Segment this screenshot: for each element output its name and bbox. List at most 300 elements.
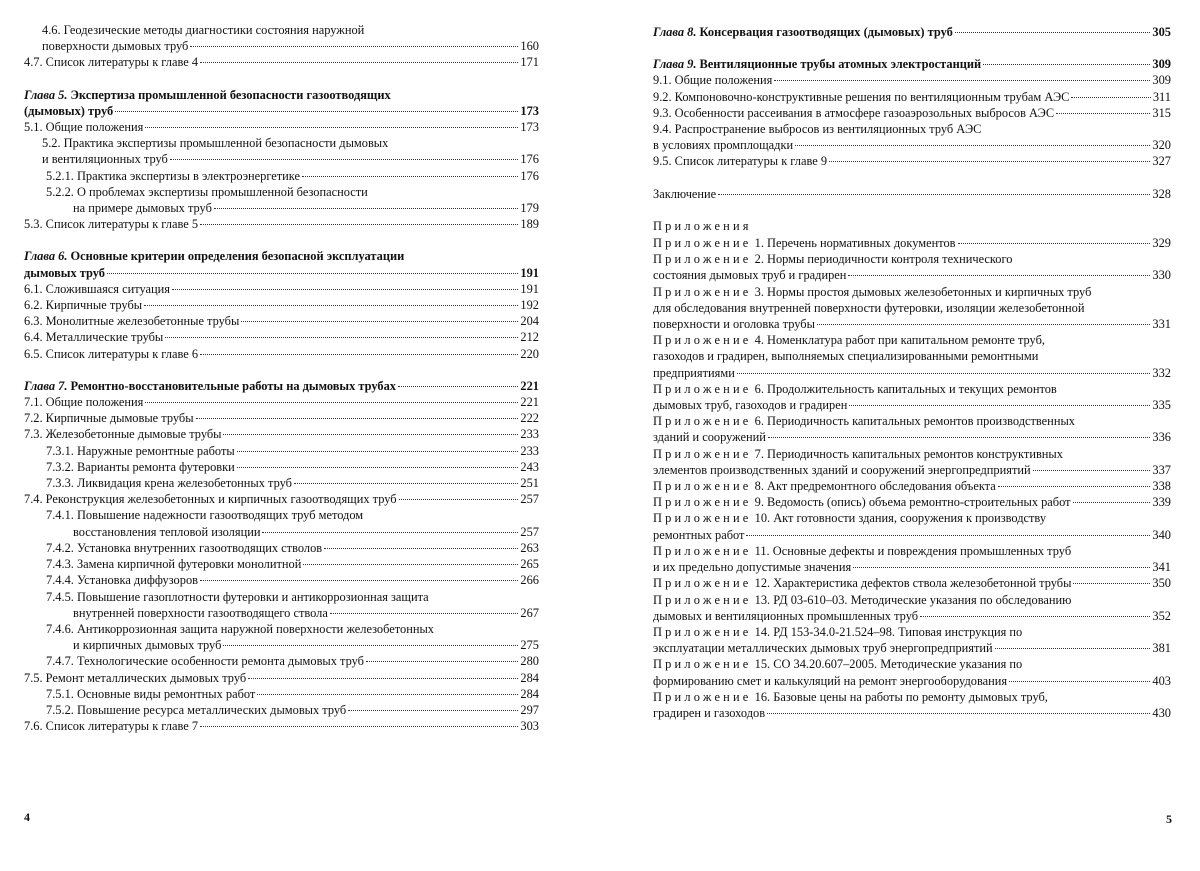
page-number: 339: [1152, 495, 1171, 510]
dot-leader: [107, 273, 518, 274]
entry-text: [653, 365, 735, 381]
page-number: 189: [520, 217, 539, 232]
toc-line: [653, 251, 1171, 267]
page-number: 220: [520, 346, 539, 361]
page-number: 381: [1152, 641, 1171, 656]
appendix-entry: [653, 592, 1171, 624]
toc-entry: [653, 105, 1171, 121]
entry-title: дымовых труб: [24, 265, 105, 280]
dot-leader: [767, 713, 1150, 714]
entry-text: [46, 459, 235, 475]
dot-leader: [768, 437, 1150, 438]
toc-line: [24, 670, 539, 686]
dot-leader: [920, 616, 1150, 617]
dot-leader: [995, 648, 1151, 649]
toc-line: [24, 103, 539, 119]
entry-text: [42, 23, 364, 37]
toc-line: [24, 572, 539, 588]
page-number: 284: [520, 670, 539, 685]
page-number: 191: [520, 281, 539, 296]
toc-line: [653, 348, 1171, 364]
toc-entry: [24, 168, 539, 184]
toc-line: [653, 510, 1171, 526]
appendix-label: Приложение: [653, 543, 752, 558]
toc-line: [24, 491, 539, 507]
page-number: 328: [1152, 186, 1171, 201]
dot-leader: [115, 111, 518, 112]
entry-text: [24, 313, 239, 329]
toc-entry: [653, 153, 1171, 169]
dot-leader: [1009, 681, 1150, 682]
section-gap: [24, 362, 539, 378]
dot-leader: [1073, 502, 1151, 503]
page-number: 275: [520, 638, 539, 653]
entry-text: [46, 622, 434, 636]
dot-leader: [223, 645, 518, 646]
toc-line: [653, 494, 1171, 510]
dot-leader: [1033, 470, 1151, 471]
entry-title: 7.4. Реконструкция железобетонных и кирпичных газоотводящих труб: [24, 492, 397, 507]
dot-leader: [998, 486, 1151, 487]
entry-text: [42, 151, 168, 167]
toc-line: [24, 265, 539, 281]
chapter-label: Глава 5.: [24, 87, 68, 102]
entry-text: [653, 673, 1007, 689]
entry-title: 6.1. Сложившаяся ситуация: [24, 281, 170, 296]
page-number: 335: [1152, 398, 1171, 413]
toc-line: [653, 235, 1171, 251]
appendix-entry: [653, 284, 1171, 333]
entry-title: 1. Перечень нормативных документов: [754, 236, 956, 251]
page-number: 176: [520, 152, 539, 167]
toc-entry: [24, 216, 539, 232]
toc-line: [653, 397, 1171, 413]
entry-title: 14. РД 153-34.0-21.524–98. Типовая инструкция по: [754, 624, 1023, 639]
entry-text: [653, 593, 1071, 607]
page-number: 305: [1152, 25, 1171, 39]
entry-text: [24, 378, 396, 394]
toc-line: [24, 637, 539, 653]
toc-entry: [24, 426, 539, 442]
page-number: 320: [1152, 138, 1171, 153]
entry-title: 7.5. Ремонт металлических дымовых труб: [24, 670, 247, 685]
entry-title: 6.2. Кирпичные трубы: [24, 298, 143, 313]
entry-text: [653, 122, 981, 136]
entry-text: [653, 462, 1031, 478]
appendix-label: Приложение: [653, 381, 752, 396]
chapter-entry: [653, 24, 1171, 40]
entry-title: 7.4.2. Установка внутренних газоотводящих стволов: [46, 540, 323, 555]
page-number: 266: [520, 573, 539, 588]
appendix-label: Приложение: [653, 479, 752, 494]
dot-leader: [200, 354, 518, 355]
toc-entry: [24, 135, 539, 167]
entry-text: [24, 265, 105, 281]
toc-entry: [24, 22, 539, 54]
page-number: 332: [1152, 365, 1171, 380]
toc-line: [653, 689, 1171, 705]
dot-leader: [958, 243, 1151, 244]
entry-text: [653, 267, 846, 283]
entry-text: [24, 54, 198, 70]
toc-line: [24, 378, 539, 394]
entry-title: ремонтных работ: [653, 527, 745, 542]
page-number: 251: [520, 476, 539, 491]
dot-leader: [853, 567, 1150, 568]
toc-line: [24, 394, 539, 410]
page-number: 171: [520, 55, 539, 70]
dot-leader: [829, 161, 1150, 162]
right-page: [600, 0, 1200, 871]
entry-title: 7.3.3. Ликвидация крена железобетонных труб: [46, 476, 292, 491]
page-number: 265: [520, 557, 539, 572]
toc-line: [24, 702, 539, 718]
page-number: 331: [1152, 317, 1171, 332]
dot-leader: [1056, 113, 1150, 114]
toc-entry: [653, 89, 1171, 105]
toc-entry: [24, 491, 539, 507]
section-gap: [24, 232, 539, 248]
dot-leader: [302, 176, 518, 177]
entry-title: 7.4.1. Повышение надежности газоотводящих труб методом: [46, 508, 364, 523]
page-number: 297: [520, 702, 539, 717]
entry-title: в условиях промплощадки: [653, 138, 794, 153]
entry-title: (дымовых) труб: [24, 103, 114, 118]
page-number: 173: [520, 103, 539, 118]
entry-text: [653, 105, 1054, 121]
entry-title: 6. Периодичность капитальных ремонтов производственных: [754, 414, 1075, 429]
page-number: 337: [1152, 462, 1171, 477]
dot-leader: [257, 694, 518, 695]
section-gap: [653, 202, 1171, 218]
toc-line: [24, 540, 539, 556]
entry-title: 5.1. Общие положения: [24, 120, 144, 135]
toc-line: [653, 316, 1171, 332]
toc-line: [24, 281, 539, 297]
entry-title: Экспертиза промышленной безопасности газоотводящих: [70, 87, 391, 102]
toc-entry: [24, 702, 539, 718]
entry-title: 7.4.7. Технологические особенности ремонта дымовых труб: [46, 654, 364, 669]
entry-title: 6.5. Список литературы к главе 6: [24, 346, 199, 361]
entry-text: [46, 702, 346, 718]
entry-title: 7.1. Общие положения: [24, 395, 144, 410]
entry-text: [653, 429, 766, 445]
page-number: 222: [520, 411, 539, 426]
toc-entry: [653, 186, 1171, 202]
entry-title: Ремонтно-восстановительные работы на дымовых трубах: [70, 378, 396, 393]
toc-line: [653, 640, 1171, 656]
entry-title: 7.4.6. Антикоррозионная защита наружной поверхности железобетонных: [46, 621, 434, 636]
chapter-entry: [24, 378, 539, 394]
dot-leader: [366, 661, 518, 662]
toc-entry: [24, 394, 539, 410]
appendix-label: Приложение: [653, 252, 752, 267]
entry-text: [24, 410, 194, 426]
page-number: 160: [520, 39, 539, 54]
entry-text: [24, 249, 404, 263]
entry-text: [653, 89, 1069, 105]
appendix-label: Приложение: [653, 689, 752, 704]
entry-text: [46, 475, 292, 491]
entry-title: 9.1. Общие положения: [653, 73, 773, 88]
chapter-label: Глава 8.: [653, 25, 697, 39]
entry-title: Основные критерии определения безопасной эксплуатации: [70, 249, 405, 264]
entry-title: 16. Базовые цены на работы по ремонту дымовых труб,: [754, 689, 1048, 704]
appendix-label: Приложение: [653, 495, 752, 510]
dot-leader: [196, 418, 519, 419]
page-number: 221: [520, 378, 539, 393]
toc-line: [24, 653, 539, 669]
toc-entry: [24, 54, 539, 70]
toc-entry: [653, 121, 1171, 153]
entry-title: элементов производственных зданий и сооружений энергопредприятий: [653, 462, 1031, 477]
entry-text: [653, 625, 1022, 639]
entry-text: [653, 285, 1091, 299]
entry-title: 7.4.4. Установка диффузоров: [46, 573, 198, 588]
entry-title: 9. Ведомость (опись) объема ремонтно-строительных работ: [754, 495, 1071, 510]
entry-text: [24, 718, 198, 734]
entry-text: [24, 281, 170, 297]
entry-text: [653, 640, 993, 656]
page-number: 204: [520, 314, 539, 329]
entry-text: [73, 524, 260, 540]
entry-title: формированию смет и калькуляций на ремонт энергооборудования: [653, 673, 1008, 688]
entry-text: [42, 136, 388, 150]
toc-line: [653, 543, 1171, 559]
toc-line: [24, 475, 539, 491]
page-number: 257: [520, 524, 539, 539]
dot-leader: [248, 678, 518, 679]
toc-line: [653, 381, 1171, 397]
entry-title: 7. Периодичность капитальных ремонтов конструктивных: [754, 446, 1063, 461]
entry-text: [24, 426, 221, 442]
dot-leader: [1071, 97, 1150, 98]
entry-text: [653, 333, 1045, 347]
toc-line: [24, 297, 539, 313]
page-number: 176: [520, 168, 539, 183]
toc-line: [24, 507, 539, 523]
entry-text: [46, 590, 429, 604]
entry-title: 7.4.3. Замена кирпичной футеровки монолитной: [46, 557, 302, 572]
entry-title: 5.2. Практика экспертизы промышленной безопасности дымовых: [42, 136, 389, 151]
entry-text: [653, 494, 1071, 510]
entry-title: 7.6. Список литературы к главе 7: [24, 719, 199, 734]
entry-title: Консервация газоотводящих (дымовых) труб: [699, 25, 953, 39]
toc-line: [24, 621, 539, 637]
entry-title: Заключение: [653, 186, 717, 201]
entry-text: [653, 608, 918, 624]
entry-title: и вентиляционных труб: [42, 152, 168, 167]
toc-line: [24, 589, 539, 605]
entry-text: [24, 394, 143, 410]
entry-title: газоходов и градирен, выполняемых специализированными ремонтными: [653, 349, 1039, 364]
entry-text: [24, 670, 246, 686]
toc-line: [653, 72, 1171, 88]
entry-text: [24, 491, 397, 507]
page-number: 243: [520, 459, 539, 474]
table-of-contents-left: [24, 22, 539, 734]
toc-entry: [24, 556, 539, 572]
appendix-entry: [653, 689, 1171, 721]
toc-line: [24, 313, 539, 329]
entry-title: 2. Нормы периодичности контроля технического: [754, 252, 1013, 267]
entry-text: [46, 168, 300, 184]
entry-text: [653, 478, 996, 494]
toc-line: [24, 410, 539, 426]
page-number: 430: [1152, 705, 1171, 720]
toc-line: [24, 54, 539, 70]
toc-entry: [24, 443, 539, 459]
page-number: 330: [1152, 268, 1171, 283]
appendix-label: Приложение: [653, 657, 752, 672]
page-number: 233: [520, 443, 539, 458]
toc-line: [653, 24, 1171, 40]
entry-text: [653, 690, 1048, 704]
entry-text: [24, 103, 113, 119]
toc-line: [24, 524, 539, 540]
entry-title: 10. Акт готовности здания, сооружения к производству: [754, 511, 1047, 526]
toc-line: [653, 56, 1171, 72]
toc-line: [653, 705, 1171, 721]
entry-title: зданий и сооружений: [653, 430, 766, 445]
entry-text: [653, 301, 1084, 315]
appendix-entry: [653, 510, 1171, 542]
entry-title: Вентиляционные трубы атомных электростанций: [699, 57, 982, 72]
appendix-label: Приложение: [653, 414, 752, 429]
entry-text: [653, 24, 953, 40]
dot-leader: [144, 305, 518, 306]
toc-entry: [24, 329, 539, 345]
appendix-label: Приложение: [653, 592, 752, 607]
toc-line: [653, 89, 1171, 105]
entry-title: для обследования внутренней поверхности футеровки, изоляции железобетонной: [653, 300, 1085, 315]
appendix-entry: [653, 575, 1171, 591]
entry-title: поверхности дымовых труб: [42, 39, 189, 54]
toc-line: [24, 22, 539, 38]
entry-title: дымовых труб, газоходов и градирен: [653, 398, 848, 413]
entry-title: 9.5. Список литературы к главе 9: [653, 154, 828, 169]
toc-line: [24, 135, 539, 151]
page-number: 284: [520, 686, 539, 701]
appendix-entry: [653, 494, 1171, 510]
toc-line: [653, 673, 1171, 689]
dot-leader: [746, 535, 1150, 536]
entry-text: [653, 72, 772, 88]
toc-line: [24, 200, 539, 216]
page-number: 233: [520, 427, 539, 442]
toc-line: [24, 87, 539, 103]
dot-leader: [200, 580, 518, 581]
entry-title: 4.6. Геодезические методы диагностики состояния наружной: [42, 23, 365, 37]
entry-title: на примере дымовых труб: [73, 201, 212, 216]
appendices-heading: Приложения: [653, 218, 752, 233]
page-number: 403: [1152, 673, 1171, 688]
toc-entry: [24, 686, 539, 702]
toc-entry: [24, 346, 539, 362]
entry-text: [46, 508, 363, 522]
toc-line: [24, 459, 539, 475]
toc-entry: [24, 653, 539, 669]
entry-text: [46, 686, 255, 702]
entry-text: [653, 186, 716, 202]
toc-line: [24, 718, 539, 734]
appendix-entry: [653, 478, 1171, 494]
appendix-label: Приложение: [653, 236, 752, 251]
page-number: 338: [1152, 479, 1171, 494]
toc-line: [24, 216, 539, 232]
table-of-contents-right: [653, 24, 1171, 721]
appendix-label: Приложение: [653, 624, 752, 639]
page-number: 192: [520, 298, 539, 313]
entry-text: [653, 397, 847, 413]
toc-line: [653, 559, 1171, 575]
page-number: 280: [520, 654, 539, 669]
dot-leader: [145, 402, 518, 403]
toc-line: [653, 624, 1171, 640]
page-number: 303: [520, 719, 539, 734]
dot-leader: [200, 62, 518, 63]
page-number: 212: [520, 330, 539, 345]
dot-leader: [145, 127, 518, 128]
entry-text: [46, 185, 368, 199]
toc-line: [653, 300, 1171, 316]
appendix-label: Приложение: [653, 511, 752, 526]
dot-leader: [200, 224, 518, 225]
toc-line: [24, 248, 539, 264]
entry-title: 5.2.2. О проблемах экспертизы промышленной безопасности: [46, 184, 368, 199]
page-number: 352: [1152, 608, 1171, 623]
entry-text: [24, 88, 391, 102]
toc-line: [653, 105, 1171, 121]
page-number: 257: [520, 492, 539, 507]
appendix-entry: [653, 543, 1171, 575]
dot-leader: [294, 483, 518, 484]
appendix-entry: [653, 446, 1171, 478]
toc-entry: [24, 297, 539, 313]
entry-title: 7.3.2. Варианты ремонта футеровки: [46, 459, 235, 474]
appendix-entry: [653, 624, 1171, 656]
appendix-entry: [653, 656, 1171, 688]
toc-line: [24, 119, 539, 135]
entry-text: [73, 605, 328, 621]
entry-title: и их предельно допустимые значения: [653, 560, 852, 575]
toc-line: [24, 605, 539, 621]
entry-title: 5.3. Список литературы к главе 5: [24, 217, 199, 232]
toc-entry: [24, 507, 539, 539]
entry-title: 6. Продолжительность капитальных и текущих ремонтов: [754, 381, 1057, 396]
dot-leader: [399, 499, 519, 500]
toc-line: [653, 446, 1171, 462]
dot-leader: [165, 337, 518, 338]
dot-leader: [983, 64, 1150, 65]
appendix-label: Приложение: [653, 446, 752, 461]
entry-text: [653, 316, 815, 332]
entry-text: [653, 575, 1071, 591]
toc-entry: [24, 313, 539, 329]
section-gap: [653, 170, 1171, 186]
entry-title: дымовых и вентиляционных промышленных труб: [653, 608, 919, 623]
entry-text: [653, 414, 1075, 428]
toc-entry: [653, 72, 1171, 88]
toc-entry: [24, 281, 539, 297]
page-number: 329: [1152, 236, 1171, 251]
toc-line: [24, 443, 539, 459]
entry-text: [653, 235, 956, 251]
toc-line: [653, 137, 1171, 153]
entry-text: [24, 297, 142, 313]
dot-leader: [849, 405, 1150, 406]
entry-text: [653, 56, 981, 72]
